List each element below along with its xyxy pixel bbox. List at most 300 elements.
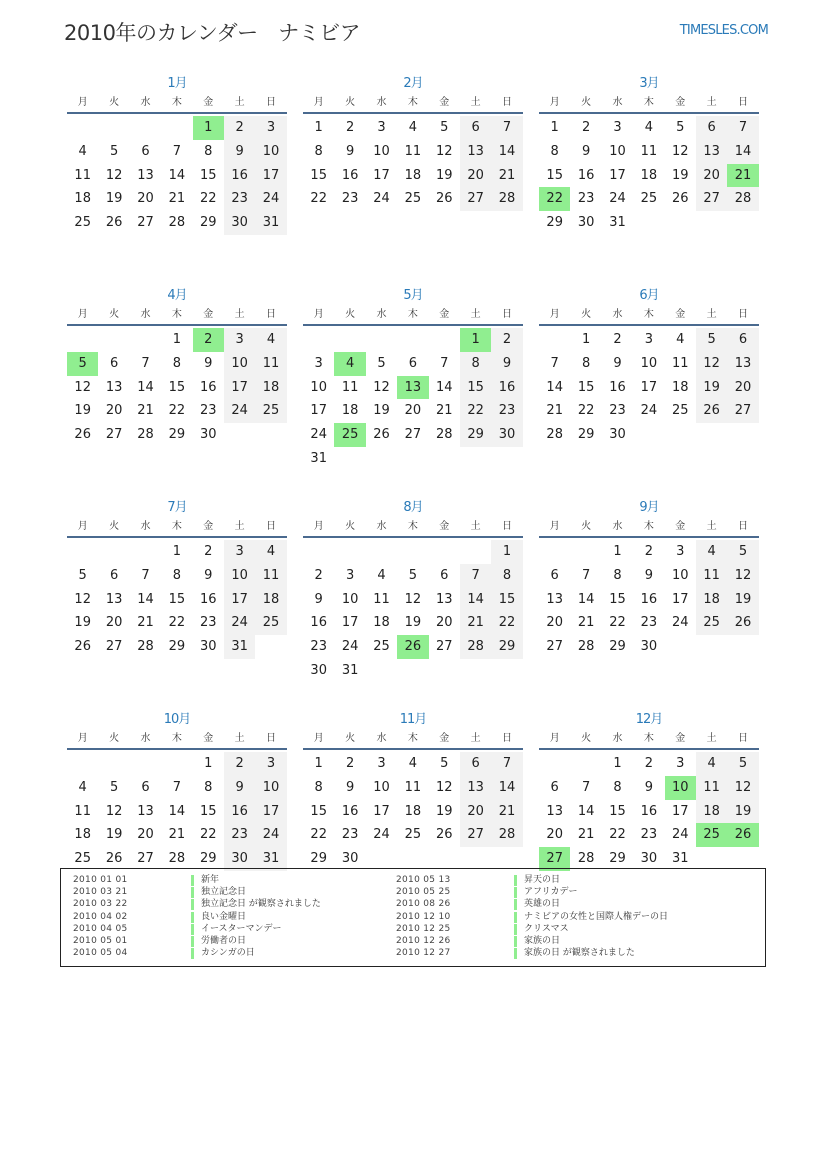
weekday-label: 日 <box>738 733 749 744</box>
weekday-label: 月 <box>77 97 88 108</box>
day-cell: 4 <box>696 540 727 564</box>
weekday-header <box>539 94 759 114</box>
day-cell: 9 <box>204 355 213 371</box>
weekday-header <box>67 518 287 538</box>
holiday-name: 良い金曜日 <box>191 912 246 923</box>
day-cell: 31 <box>224 635 255 659</box>
weekday-label: 木 <box>171 97 182 108</box>
weekday-label: 月 <box>313 97 324 108</box>
weekday-label: 水 <box>376 309 387 320</box>
day-cell: 4 <box>676 332 685 347</box>
day-cell: 10 <box>373 143 390 159</box>
empty-cell <box>366 540 397 564</box>
weekday-label: 水 <box>612 521 623 532</box>
day-cell: 17 <box>640 379 658 395</box>
day-cell: 12 <box>74 379 91 395</box>
day-cell: 16 <box>310 615 327 631</box>
weekday-label: 木 <box>407 521 418 532</box>
page-title: 2010年のカレンダー ナミビア <box>64 21 361 45</box>
weekday-label: 月 <box>313 309 324 320</box>
weekday-label: 土 <box>706 97 717 108</box>
day-cell: 1 <box>314 756 323 771</box>
day-cell: 3 <box>224 328 255 352</box>
day-cell: 18 <box>341 403 359 419</box>
day-cell: 18 <box>671 379 689 395</box>
day-cell: 3 <box>377 120 386 135</box>
empty-cell <box>460 540 491 564</box>
day-cell: 23 <box>341 191 359 207</box>
weekday-label: 土 <box>706 309 717 320</box>
weekday-header <box>539 730 759 750</box>
day-cell: 28 <box>168 851 186 867</box>
holiday-day-cell: 25 <box>696 823 727 847</box>
day-cell: 4 <box>408 120 417 135</box>
holiday-name: クリスマス <box>514 924 569 935</box>
weekday-label: 日 <box>266 309 277 320</box>
day-cell: 28 <box>168 215 186 231</box>
holiday-day-cell: 5 <box>67 352 98 376</box>
day-cell: 9 <box>204 567 213 583</box>
day-cell: 23 <box>491 399 522 423</box>
day-cell: 19 <box>435 167 453 183</box>
day-cell: 17 <box>671 803 689 819</box>
day-cell: 5 <box>109 143 119 159</box>
weekday-label: 金 <box>203 309 214 320</box>
weekday-label: 水 <box>612 309 623 320</box>
day-cell: 6 <box>550 567 559 583</box>
day-cell: 9 <box>581 143 591 159</box>
day-cell: 29 <box>460 423 491 447</box>
empty-cell <box>570 540 601 564</box>
weekday-label: 火 <box>109 733 120 744</box>
day-cell: 27 <box>727 399 758 423</box>
day-cell: 14 <box>137 379 154 395</box>
empty-cell <box>98 752 129 776</box>
day-cell: 2 <box>224 116 255 140</box>
weekday-label: 土 <box>706 733 717 744</box>
day-cell: 18 <box>404 167 422 183</box>
day-cell: 11 <box>74 167 91 183</box>
day-cell: 13 <box>696 140 727 164</box>
day-cell: 23 <box>199 615 217 631</box>
day-cell: 24 <box>640 403 658 419</box>
holiday-date: 2010 12 27 <box>396 948 451 959</box>
day-cell: 3 <box>255 752 286 776</box>
holiday-day-cell: 26 <box>397 635 428 659</box>
day-cell: 27 <box>404 427 422 443</box>
day-cell: 12 <box>671 143 689 159</box>
month-calendar <box>303 74 523 286</box>
day-cell: 21 <box>168 827 186 843</box>
weekday-header <box>303 730 523 750</box>
site-brand-link[interactable]: TIMESLES.COM <box>679 23 768 38</box>
day-cell: 24 <box>255 823 286 847</box>
day-cell: 1 <box>613 544 622 559</box>
weekday-header <box>303 306 523 326</box>
empty-cell <box>67 752 98 776</box>
day-cell: 11 <box>404 143 422 159</box>
day-cell: 8 <box>172 567 181 583</box>
day-cell: 12 <box>404 591 422 607</box>
day-cell: 19 <box>74 403 91 419</box>
day-cell: 25 <box>404 191 422 207</box>
day-cell: 9 <box>224 140 255 164</box>
day-cell: 6 <box>141 143 150 159</box>
weekday-label: 火 <box>109 521 120 532</box>
day-cell: 30 <box>609 427 626 443</box>
weekday-label: 水 <box>140 521 151 532</box>
day-cell: 22 <box>310 827 327 843</box>
empty-cell <box>397 540 428 564</box>
month-name: 6月 <box>639 288 659 303</box>
day-cell: 23 <box>224 187 255 211</box>
day-cell: 28 <box>546 427 563 443</box>
weekday-header <box>539 306 759 326</box>
day-grid <box>303 328 523 471</box>
weekday-label: 日 <box>738 309 749 320</box>
day-cell: 15 <box>609 803 626 819</box>
day-cell: 2 <box>581 120 591 135</box>
day-cell: 28 <box>577 639 595 655</box>
day-cell: 24 <box>671 827 689 843</box>
day-cell: 2 <box>613 332 622 347</box>
day-cell: 7 <box>172 143 181 159</box>
day-cell: 11 <box>640 143 658 159</box>
weekday-label: 土 <box>470 97 481 108</box>
month-name: 11月 <box>399 712 427 727</box>
weekday-label: 日 <box>266 97 277 108</box>
weekday-label: 木 <box>171 309 182 320</box>
day-cell: 19 <box>727 800 758 824</box>
day-cell: 13 <box>105 591 123 607</box>
day-cell: 24 <box>255 187 286 211</box>
day-cell: 23 <box>341 827 359 843</box>
day-cell: 27 <box>460 187 491 211</box>
empty-cell <box>334 540 365 564</box>
day-cell: 17 <box>609 167 626 183</box>
holiday-name: 昇天の日 <box>514 875 560 886</box>
day-cell: 12 <box>373 379 390 395</box>
weekday-label: 金 <box>675 521 686 532</box>
day-cell: 7 <box>491 752 522 776</box>
weekday-label: 日 <box>738 521 749 532</box>
day-cell: 16 <box>640 591 658 607</box>
weekday-label: 土 <box>470 733 481 744</box>
day-cell: 15 <box>310 803 327 819</box>
holiday-date: 2010 03 22 <box>73 899 128 910</box>
day-cell: 3 <box>613 120 622 135</box>
day-cell: 15 <box>491 588 522 612</box>
day-cell: 29 <box>577 427 595 443</box>
day-cell: 28 <box>727 187 758 211</box>
weekday-label: 水 <box>612 733 623 744</box>
holiday-day-cell: 27 <box>539 847 570 871</box>
month-name: 3月 <box>639 76 659 91</box>
day-cell: 31 <box>671 851 689 867</box>
weekday-label: 金 <box>675 97 686 108</box>
day-cell: 13 <box>435 591 453 607</box>
day-cell: 17 <box>255 164 286 188</box>
day-cell: 23 <box>577 191 595 207</box>
holiday-day-cell: 13 <box>397 376 428 400</box>
day-cell: 6 <box>460 116 491 140</box>
weekday-label: 火 <box>581 309 592 320</box>
day-cell: 2 <box>204 544 213 559</box>
day-cell: 15 <box>609 591 626 607</box>
day-cell: 6 <box>727 328 758 352</box>
day-cell: 22 <box>310 191 327 207</box>
day-cell: 4 <box>255 540 286 564</box>
weekday-label: 月 <box>77 309 88 320</box>
holiday-day-cell: 22 <box>539 187 570 211</box>
day-cell: 4 <box>696 752 727 776</box>
weekday-label: 火 <box>345 733 356 744</box>
weekday-label: 火 <box>109 97 120 108</box>
day-cell: 10 <box>255 776 286 800</box>
day-cell: 8 <box>460 352 491 376</box>
day-cell: 11 <box>671 355 689 371</box>
day-cell: 24 <box>224 611 255 635</box>
day-cell: 1 <box>613 756 622 771</box>
day-cell: 24 <box>609 191 626 207</box>
day-cell: 15 <box>460 376 491 400</box>
weekday-label: 土 <box>470 521 481 532</box>
holiday-date: 2010 12 10 <box>396 911 451 922</box>
day-cell: 19 <box>435 803 453 819</box>
day-cell: 15 <box>310 167 327 183</box>
weekday-header <box>67 730 287 750</box>
month-name: 1月 <box>167 76 187 91</box>
weekday-label: 土 <box>470 309 481 320</box>
day-cell: 12 <box>727 564 758 588</box>
weekday-label: 金 <box>203 733 214 744</box>
empty-cell <box>67 328 98 352</box>
weekday-label: 水 <box>376 97 387 108</box>
day-cell: 26 <box>74 427 91 443</box>
day-cell: 28 <box>435 427 453 443</box>
day-cell: 5 <box>109 779 119 795</box>
day-cell: 4 <box>78 779 87 795</box>
day-cell: 8 <box>491 564 522 588</box>
day-cell: 30 <box>491 423 522 447</box>
day-cell: 20 <box>404 403 422 419</box>
day-cell: 30 <box>199 639 217 655</box>
day-cell: 30 <box>224 847 255 871</box>
day-cell: 30 <box>640 851 658 867</box>
day-cell: 19 <box>404 615 422 631</box>
holiday-name: 新年 <box>191 875 219 886</box>
day-cell: 31 <box>341 662 359 678</box>
day-cell: 20 <box>137 827 154 843</box>
day-cell: 21 <box>137 403 154 419</box>
day-cell: 23 <box>640 827 658 843</box>
day-cell: 27 <box>696 187 727 211</box>
day-cell: 19 <box>671 167 689 183</box>
day-cell: 12 <box>435 779 453 795</box>
day-cell: 2 <box>224 752 255 776</box>
day-cell: 6 <box>440 567 449 583</box>
weekday-label: 土 <box>234 309 245 320</box>
day-cell: 20 <box>696 164 727 188</box>
empty-cell <box>303 540 334 564</box>
holiday-day-cell: 25 <box>334 423 365 447</box>
day-cell: 30 <box>199 427 217 443</box>
weekday-label: 火 <box>345 97 356 108</box>
day-cell: 22 <box>460 399 491 423</box>
holiday-name: 家族の日 が観察されました <box>514 948 635 959</box>
day-cell: 25 <box>74 851 91 867</box>
month-calendar <box>67 498 287 710</box>
day-cell: 4 <box>255 328 286 352</box>
day-cell: 28 <box>460 635 491 659</box>
day-cell: 27 <box>137 851 154 867</box>
day-cell: 26 <box>696 399 727 423</box>
day-cell: 23 <box>199 403 217 419</box>
day-cell: 22 <box>609 827 626 843</box>
day-cell: 30 <box>341 851 359 867</box>
day-cell: 29 <box>199 215 217 231</box>
day-cell: 20 <box>105 403 123 419</box>
day-cell: 20 <box>460 164 491 188</box>
day-cell: 16 <box>577 167 595 183</box>
day-cell: 26 <box>105 851 123 867</box>
day-cell: 14 <box>460 588 491 612</box>
day-cell: 3 <box>676 756 685 771</box>
weekday-label: 水 <box>376 733 387 744</box>
holiday-date: 2010 01 01 <box>73 875 128 885</box>
day-cell: 22 <box>491 611 522 635</box>
day-cell: 10 <box>671 567 689 583</box>
holiday-name: 独立記念日 が観察されました <box>191 899 321 910</box>
empty-cell <box>130 752 161 776</box>
day-cell: 18 <box>640 167 658 183</box>
day-cell: 17 <box>341 615 359 631</box>
day-cell: 9 <box>345 143 355 159</box>
day-cell: 12 <box>105 803 123 819</box>
day-cell: 23 <box>640 615 658 631</box>
day-cell: 12 <box>74 591 91 607</box>
day-cell: 12 <box>696 352 727 376</box>
day-cell: 21 <box>491 800 522 824</box>
day-cell: 8 <box>172 355 181 371</box>
empty-cell <box>98 540 129 564</box>
day-cell: 13 <box>460 140 491 164</box>
weekday-label: 日 <box>738 97 749 108</box>
day-cell: 21 <box>435 403 453 419</box>
day-grid <box>303 116 523 211</box>
day-grid <box>539 752 759 871</box>
day-cell: 14 <box>435 379 453 395</box>
day-cell: 30 <box>577 215 595 231</box>
weekday-label: 月 <box>313 733 324 744</box>
weekday-header <box>303 94 523 114</box>
weekday-label: 日 <box>502 733 513 744</box>
day-cell: 1 <box>491 540 522 564</box>
weekday-label: 水 <box>140 733 151 744</box>
holiday-date: 2010 12 25 <box>396 923 451 934</box>
day-cell: 15 <box>168 379 186 395</box>
day-cell: 13 <box>137 803 154 819</box>
empty-cell <box>161 752 192 776</box>
day-cell: 1 <box>172 544 181 559</box>
month-name: 9月 <box>639 500 659 515</box>
day-cell: 21 <box>491 164 522 188</box>
holiday-name: 労働者の日 <box>191 936 246 947</box>
day-cell: 5 <box>408 567 417 583</box>
day-cell: 22 <box>577 403 595 419</box>
empty-cell <box>67 540 98 564</box>
day-cell: 20 <box>460 800 491 824</box>
day-cell: 13 <box>105 379 123 395</box>
day-cell: 24 <box>341 639 359 655</box>
day-cell: 21 <box>577 615 595 631</box>
day-cell: 8 <box>314 779 323 795</box>
day-cell: 27 <box>105 639 123 655</box>
weekday-label: 金 <box>439 521 450 532</box>
day-cell: 16 <box>199 591 217 607</box>
day-cell: 9 <box>491 352 522 376</box>
day-cell: 21 <box>168 191 186 207</box>
day-cell: 8 <box>613 567 622 583</box>
day-cell: 10 <box>341 591 359 607</box>
day-cell: 7 <box>581 567 591 583</box>
day-cell: 21 <box>460 611 491 635</box>
day-cell: 14 <box>491 776 522 800</box>
weekday-header <box>67 306 287 326</box>
day-cell: 10 <box>640 355 658 371</box>
holiday-name: アフリカデー <box>514 887 578 898</box>
day-cell: 7 <box>491 116 522 140</box>
day-cell: 3 <box>255 116 286 140</box>
day-cell: 28 <box>577 851 595 867</box>
day-grid <box>67 116 287 235</box>
day-cell: 2 <box>491 328 522 352</box>
day-cell: 6 <box>109 567 119 583</box>
day-cell: 9 <box>224 776 255 800</box>
day-cell: 21 <box>546 403 563 419</box>
month-calendar <box>67 286 287 498</box>
day-cell: 1 <box>550 120 559 135</box>
day-grid <box>67 540 287 659</box>
day-cell: 5 <box>440 756 449 771</box>
day-cell: 24 <box>224 399 255 423</box>
day-cell: 31 <box>255 211 286 235</box>
day-grid <box>303 540 523 683</box>
day-cell: 17 <box>310 403 327 419</box>
day-cell: 16 <box>341 167 359 183</box>
day-cell: 26 <box>671 191 689 207</box>
day-cell: 14 <box>577 803 595 819</box>
empty-cell <box>539 752 570 776</box>
day-cell: 6 <box>460 752 491 776</box>
day-cell: 29 <box>609 851 626 867</box>
weekday-label: 土 <box>234 521 245 532</box>
day-cell: 16 <box>609 379 626 395</box>
day-cell: 10 <box>224 564 255 588</box>
weekday-label: 月 <box>549 521 560 532</box>
day-cell: 17 <box>373 803 390 819</box>
day-cell: 6 <box>550 779 559 795</box>
weekday-label: 水 <box>140 97 151 108</box>
month-calendar <box>539 74 759 286</box>
day-cell: 24 <box>373 827 390 843</box>
day-cell: 14 <box>577 591 595 607</box>
day-cell: 25 <box>671 403 689 419</box>
day-cell: 23 <box>310 639 327 655</box>
day-cell: 31 <box>255 847 286 871</box>
day-cell: 11 <box>373 591 390 607</box>
day-cell: 12 <box>727 776 758 800</box>
